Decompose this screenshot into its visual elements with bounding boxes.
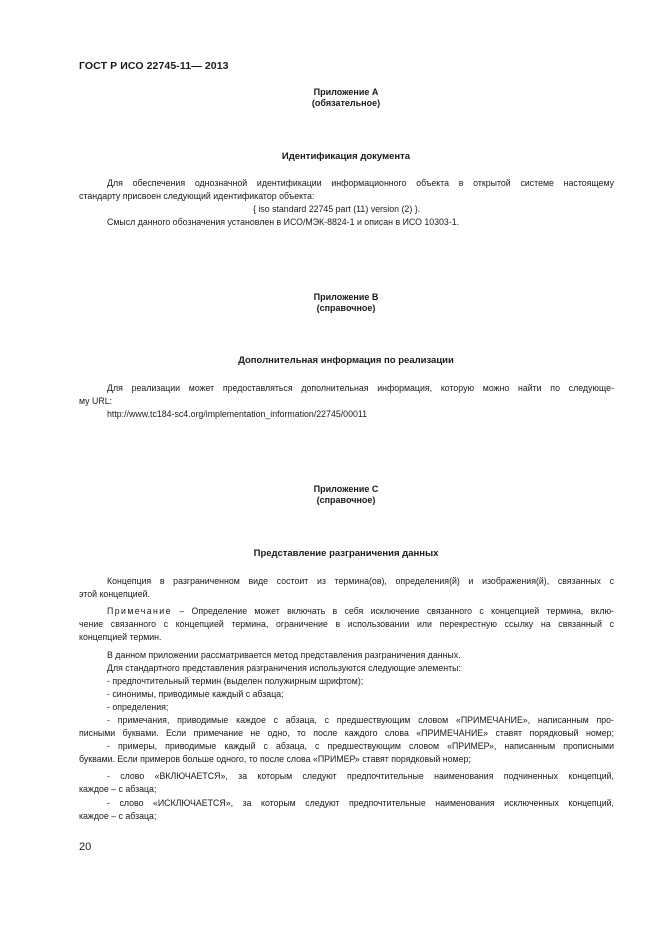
annex-b-header (0, 292, 661, 314)
list-item-includes-line2: каждое – с абзаца; (79, 784, 157, 794)
annex-c-header (0, 484, 661, 506)
annex-a-header (0, 87, 661, 109)
annex-a-identifier: { iso standard 22745 part (11) version (2) }. (253, 204, 421, 214)
annex-c-p2: В данном приложении рассматривается метод представления разграничения данных. (107, 650, 461, 660)
list-item-synonyms: - синонимы, приводимые каждый с абзаца; (107, 689, 284, 699)
annex-b-url: http://www.tc184-sc4.org/implementation_information/22745/00011 (107, 409, 367, 419)
list-item-examples-line1: - примеры, приводимые каждый с абзаца, с предшествующим словом «ПРИМЕР», написанным прописными (107, 741, 614, 751)
page-number: 20 (79, 841, 92, 853)
list-item-excludes-line1: - слово «ИСКЛЮЧАЕТСЯ», за которым следуют предпочтительные наименования исключенных концепций, (107, 798, 614, 808)
note-line1-text: – Определение может включать в себя исключение связанного с концепцией термина, вклю- (171, 606, 614, 616)
annex-c-note-line3: концепцией термин. (79, 632, 162, 642)
list-item-includes-line1: - слово «ВКЛЮЧАЕТСЯ», за которым следуют предпочтительные наименования подчиненных концепций, (107, 771, 614, 781)
annex-c-p1-line2: этой концепцией. (79, 589, 150, 599)
annex-b-title: Приложение В (313, 292, 379, 302)
list-item-notes-line2: писными буквами. Если примечание не одно, то после каждого слова «ПРИМЕЧАНИЕ» ставят порядковый номер; (79, 728, 614, 738)
list-item-preferred-term: - предпочтительный термин (выделен полужирным шрифтом); (107, 676, 364, 686)
list-item-notes-line1: - примечания, приводимые каждое с абзаца, с предшествующим словом «ПРИМЕЧАНИЕ», написанным про- (107, 715, 614, 725)
annex-a-title: Приложение А (313, 87, 379, 97)
annex-c-p1-line1: Концепция в разграниченном виде состоит из термина(ов), определения(й) и изображения(й), связанных с (107, 576, 614, 586)
list-item-excludes-line2: каждое – с абзаца; (79, 811, 157, 821)
annex-c-status: (справочное) (316, 495, 376, 505)
annex-a-para1-line1: Для обеспечения однозначной идентификации информационного объекта в открытой системе настоящему (107, 178, 614, 188)
annex-b-status: (справочное) (316, 303, 376, 313)
annex-b-para1-line2: му URL: (79, 396, 113, 406)
annex-c-note-line2: чение связанного с концепцией термина, ограничение в использовании или перекрестную ссылку на связанный с (79, 619, 614, 629)
annex-c-heading: Представление разграничения данных (253, 548, 439, 559)
annex-a-para2: Смысл данного обозначения установлен в ИСО/МЭК-8824-1 и описан в ИСО 10303-1. (107, 217, 460, 227)
document-code: ГОСТ Р ИСО 22745-11— 2013 (79, 60, 229, 72)
list-item-examples-line2: буквами. Если примеров больше одного, то после слова «ПРИМЕР» ставят порядковый номер; (79, 754, 471, 764)
annex-c-title: Приложение С (313, 484, 379, 494)
annex-a-heading: Идентификация документа (281, 151, 411, 162)
annex-b-heading: Дополнительная информация по реализации (238, 355, 454, 366)
annex-b-para1-line1: Для реализации может предоставляться дополнительная информация, которую можно найти по следующе- (107, 383, 614, 393)
annex-a-para1-line2: стандарту присвоен следующий идентификатор объекта: (79, 191, 315, 201)
note-label: Примечание (107, 606, 172, 616)
list-item-definitions: - определения; (107, 702, 169, 712)
annex-c-note-line1 (107, 605, 614, 617)
annex-c-p3: Для стандартного представления разграничения используются следующие элементы: (107, 663, 461, 673)
annex-a-status: (обязательное) (311, 98, 381, 108)
